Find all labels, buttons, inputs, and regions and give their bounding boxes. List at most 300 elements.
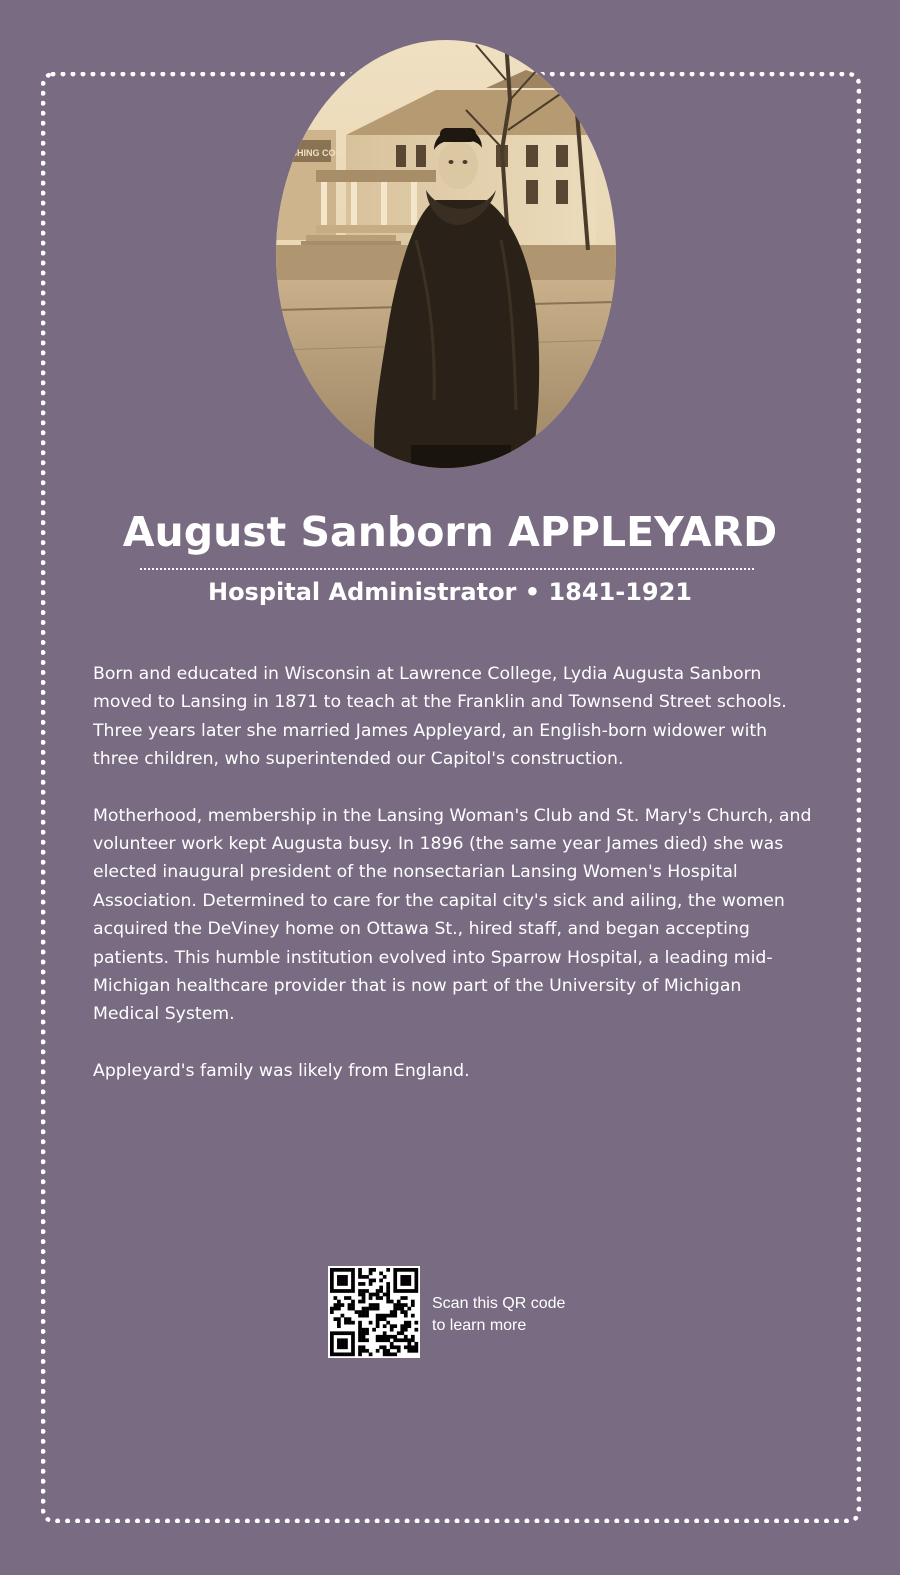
qr-module (365, 1349, 369, 1353)
qr-module (393, 1307, 397, 1311)
qr-module (386, 1314, 390, 1318)
qr-module (358, 1268, 362, 1272)
qr-module (337, 1268, 341, 1272)
qr-module (411, 1349, 415, 1353)
qr-module (397, 1268, 401, 1272)
qr-module (337, 1303, 341, 1307)
qr-module (337, 1300, 341, 1304)
qr-module (411, 1314, 415, 1318)
qr-module (351, 1349, 355, 1353)
qr-module (414, 1286, 418, 1290)
qr-module (341, 1282, 345, 1286)
qr-module (337, 1331, 341, 1335)
qr-module (344, 1296, 348, 1300)
qr-module (355, 1310, 359, 1314)
qr-module (337, 1338, 341, 1342)
qr-module (358, 1293, 362, 1297)
qr-module (390, 1328, 394, 1332)
qr-module (362, 1289, 366, 1293)
qr-module (344, 1289, 348, 1293)
qr-module (383, 1349, 387, 1353)
qr-module (337, 1324, 341, 1328)
qr-module (341, 1268, 345, 1272)
qr-module (411, 1268, 415, 1272)
qr-module (379, 1317, 383, 1321)
qr-module (369, 1321, 373, 1325)
qr-module (397, 1303, 401, 1307)
qr-module (348, 1331, 352, 1335)
qr-module (376, 1293, 380, 1297)
qr-module (358, 1352, 362, 1356)
qr-module (386, 1286, 390, 1290)
portrait-photo (276, 40, 616, 468)
qr-module (404, 1275, 408, 1279)
qr-module (411, 1300, 415, 1304)
qr-module (386, 1268, 390, 1272)
qr-module (379, 1286, 383, 1290)
qr-module (330, 1275, 334, 1279)
qr-module (376, 1303, 380, 1307)
qr-module (341, 1342, 345, 1346)
qr-module (407, 1345, 411, 1349)
qr-module (358, 1272, 362, 1276)
qr-module (344, 1342, 348, 1346)
qr-module (407, 1338, 411, 1342)
bio-paragraph-2: Motherhood, membership in the Lansing Woman's Club and St. Mary's Church, and volunteer work kept Augusta busy. In 1896 (the same year James died) she was elected inaugural president of the nonsectarian Lansing Women's Hospital Association. Determined to care for the capital city's sick and ailing, the women acquired the DeViney home on Ottawa St., hired staff, and began accepting patients. This humble institution evolved into Sparrow Hospital, a leading mid-Michigan healthcare provider that is now part of the University of Michigan Medical System. (93, 805, 812, 1025)
qr-module (337, 1317, 341, 1321)
qr-module (386, 1282, 390, 1286)
qr-module (337, 1352, 341, 1356)
qr-module (334, 1303, 338, 1307)
bio-paragraph-3: Appleyard's family was likely from England. (93, 1060, 470, 1081)
qr-module (383, 1345, 387, 1349)
qr-module (348, 1321, 352, 1325)
qr-module (414, 1272, 418, 1276)
qr-module (379, 1289, 383, 1293)
qr-module (344, 1345, 348, 1349)
qr-module (348, 1303, 352, 1307)
qr-module (351, 1331, 355, 1335)
qr-module (400, 1331, 404, 1335)
qr-module (390, 1352, 394, 1356)
qr-module (407, 1279, 411, 1283)
title-divider (140, 568, 754, 570)
qr-module (393, 1286, 397, 1290)
qr-module (393, 1324, 397, 1328)
qr-module (341, 1279, 345, 1283)
qr-module (407, 1282, 411, 1286)
qr-module (334, 1307, 338, 1311)
qr-module (414, 1345, 418, 1349)
qr-module (393, 1352, 397, 1356)
qr-module (369, 1303, 373, 1307)
qr-module (351, 1275, 355, 1279)
qr-module (358, 1331, 362, 1335)
qr-module (379, 1296, 383, 1300)
qr-module (348, 1317, 352, 1321)
qr-module (383, 1317, 387, 1321)
qr-module (404, 1324, 408, 1328)
qr-module (341, 1352, 345, 1356)
qr-module (407, 1307, 411, 1311)
qr-module (393, 1335, 397, 1339)
qr-module (362, 1300, 366, 1304)
qr-module (351, 1338, 355, 1342)
qr-module (337, 1275, 341, 1279)
qr-module (400, 1310, 404, 1314)
qr-module (358, 1324, 362, 1328)
qr-module (414, 1279, 418, 1283)
qr-module (362, 1275, 366, 1279)
qr-module (411, 1303, 415, 1307)
bio-paragraph-1: Born and educated in Wisconsin at Lawrence College, Lydia Augusta Sanborn moved to Lansing in 1871 to teach at the Franklin and Townsend Street schools. Three years later she married James Appleyard, an English-born widower with three children, who superintended our Capitol's construction. (93, 664, 787, 770)
qr-module (337, 1321, 341, 1325)
qr-module (376, 1338, 380, 1342)
qr-module (407, 1268, 411, 1272)
qr-module (379, 1338, 383, 1342)
qr-module (393, 1303, 397, 1307)
qr-module (404, 1296, 408, 1300)
qr-module (390, 1345, 394, 1349)
qr-module (397, 1331, 401, 1335)
qr-module (386, 1335, 390, 1339)
qr-module (358, 1314, 362, 1318)
portrait-frame (273, 37, 619, 471)
qr-module (365, 1331, 369, 1335)
qr-module (404, 1268, 408, 1272)
qr-module (330, 1310, 334, 1314)
qr-module (414, 1321, 418, 1325)
qr-module (330, 1307, 334, 1311)
qr-module (341, 1338, 345, 1342)
qr-module (369, 1307, 373, 1311)
qr-module (386, 1338, 390, 1342)
qr-module (358, 1282, 362, 1286)
qr-module (337, 1345, 341, 1349)
qr-module (365, 1314, 369, 1318)
qr-module (365, 1338, 369, 1342)
qr-module (334, 1296, 338, 1300)
qr-module (376, 1314, 380, 1318)
qr-module (386, 1296, 390, 1300)
qr-module (344, 1331, 348, 1335)
qr-module (390, 1342, 394, 1346)
qr-module (341, 1275, 345, 1279)
qr-module (358, 1321, 362, 1325)
qr-module (379, 1314, 383, 1318)
qr-module (383, 1314, 387, 1318)
qr-module (351, 1279, 355, 1283)
qr-module (390, 1310, 394, 1314)
qr-module (397, 1345, 401, 1349)
qr-module (411, 1335, 415, 1339)
qr-module (397, 1307, 401, 1311)
qr-module (376, 1349, 380, 1353)
qr-module (393, 1314, 397, 1318)
qr-module (407, 1321, 411, 1325)
qr-module (379, 1335, 383, 1339)
qr-module (341, 1331, 345, 1335)
person-name-title: August Sanborn APPLEYARD (122, 508, 778, 556)
qr-module (414, 1342, 418, 1346)
qr-module (372, 1307, 376, 1311)
qr-module (400, 1296, 404, 1300)
qr-module (379, 1345, 383, 1349)
qr-module (383, 1335, 387, 1339)
qr-module (330, 1272, 334, 1276)
qr-module (344, 1279, 348, 1283)
qr-module (341, 1345, 345, 1349)
qr-module (386, 1349, 390, 1353)
qr-code[interactable] (328, 1266, 420, 1358)
qr-module (362, 1349, 366, 1353)
qr-module (351, 1282, 355, 1286)
qr-module (344, 1317, 348, 1321)
qr-module (400, 1303, 404, 1307)
qr-module (334, 1289, 338, 1293)
qr-module (358, 1275, 362, 1279)
qr-module (407, 1349, 411, 1353)
qr-module (414, 1268, 418, 1272)
qr-module (376, 1324, 380, 1328)
qr-module (393, 1282, 397, 1286)
biography (93, 660, 813, 1113)
qr-module (369, 1282, 373, 1286)
qr-module (404, 1314, 408, 1318)
qr-module (351, 1303, 355, 1307)
qr-module (351, 1345, 355, 1349)
qr-module (351, 1289, 355, 1293)
qr-module (330, 1352, 334, 1356)
qr-module (334, 1331, 338, 1335)
qr-module (397, 1289, 401, 1293)
qr-module (358, 1335, 362, 1339)
qr-module (407, 1289, 411, 1293)
qr-module (400, 1279, 404, 1283)
photo-sign-text: LISHING CO (283, 148, 336, 158)
qr-module (358, 1349, 362, 1353)
qr-module (383, 1324, 387, 1328)
qr-module (344, 1282, 348, 1286)
qr-module (400, 1268, 404, 1272)
qr-module (393, 1345, 397, 1349)
qr-module (358, 1328, 362, 1332)
qr-module (365, 1307, 369, 1311)
qr-module (337, 1342, 341, 1346)
qr-module (383, 1338, 387, 1342)
qr-module (337, 1289, 341, 1293)
qr-module (393, 1279, 397, 1283)
qr-module (369, 1268, 373, 1272)
qr-module (383, 1275, 387, 1279)
qr-module (362, 1335, 366, 1339)
qr-module (386, 1289, 390, 1293)
qr-module (341, 1289, 345, 1293)
qr-module (400, 1289, 404, 1293)
qr-module (330, 1345, 334, 1349)
qr-module (386, 1321, 390, 1325)
qr-module (404, 1289, 408, 1293)
qr-caption-line-1: Scan this QR code (432, 1295, 566, 1312)
qr-module (330, 1279, 334, 1283)
qr-module (376, 1321, 380, 1325)
qr-module (404, 1282, 408, 1286)
qr-module (393, 1272, 397, 1276)
qr-module (407, 1324, 411, 1328)
qr-module (351, 1342, 355, 1346)
qr-module (369, 1352, 373, 1356)
qr-module (400, 1338, 404, 1342)
qr-module (390, 1324, 394, 1328)
qr-module (365, 1275, 369, 1279)
qr-module (344, 1275, 348, 1279)
qr-module (351, 1307, 355, 1311)
qr-caption-line-2: to learn more (432, 1317, 527, 1334)
qr-module (365, 1328, 369, 1332)
qr-module (393, 1338, 397, 1342)
qr-module (386, 1352, 390, 1356)
qr-module (407, 1342, 411, 1346)
qr-module (372, 1303, 376, 1307)
qr-module (404, 1338, 408, 1342)
qr-module (390, 1300, 394, 1304)
qr-module (348, 1352, 352, 1356)
qr-module (348, 1268, 352, 1272)
qr-module (400, 1282, 404, 1286)
qr-module (397, 1338, 401, 1342)
qr-module (386, 1293, 390, 1297)
qr-module (404, 1335, 408, 1339)
qr-module (376, 1289, 380, 1293)
qr-module (411, 1338, 415, 1342)
qr-module (348, 1296, 352, 1300)
qr-module (330, 1268, 334, 1272)
qr-module (358, 1338, 362, 1342)
qr-module (372, 1268, 376, 1272)
qr-module (337, 1282, 341, 1286)
qr-module (404, 1328, 408, 1332)
qr-module (393, 1310, 397, 1314)
qr-module (362, 1296, 366, 1300)
qr-module (330, 1331, 334, 1335)
qr-module (414, 1289, 418, 1293)
qr-module (344, 1268, 348, 1272)
qr-module (351, 1352, 355, 1356)
qr-module (372, 1293, 376, 1297)
qr-module (376, 1317, 380, 1321)
qr-module (330, 1282, 334, 1286)
qr-module (362, 1310, 366, 1314)
qr-module (362, 1338, 366, 1342)
qr-module (344, 1321, 348, 1325)
qr-module (372, 1328, 376, 1332)
qr-module (383, 1352, 387, 1356)
qr-module (397, 1300, 401, 1304)
qr-module (376, 1296, 380, 1300)
qr-module (376, 1335, 380, 1339)
qr-module (414, 1275, 418, 1279)
qr-module (334, 1352, 338, 1356)
qr-module (411, 1345, 415, 1349)
qr-caption (432, 1293, 565, 1337)
qr-module (362, 1328, 366, 1332)
qr-module (400, 1324, 404, 1328)
qr-module (393, 1275, 397, 1279)
qr-module (362, 1331, 366, 1335)
qr-module (344, 1352, 348, 1356)
qr-module (351, 1335, 355, 1339)
qr-module (400, 1275, 404, 1279)
qr-module (344, 1338, 348, 1342)
qr-module (362, 1282, 366, 1286)
qr-module (390, 1335, 394, 1339)
qr-module (400, 1328, 404, 1332)
qr-module (330, 1349, 334, 1353)
qr-module (362, 1345, 366, 1349)
qr-module (404, 1279, 408, 1283)
qr-module (348, 1307, 352, 1311)
qr-module (341, 1314, 345, 1318)
qr-module (383, 1331, 387, 1335)
qr-module (358, 1289, 362, 1293)
qr-module (404, 1345, 408, 1349)
qr-module (386, 1300, 390, 1304)
qr-module (393, 1289, 397, 1293)
qr-module (369, 1296, 373, 1300)
qr-module (400, 1307, 404, 1311)
qr-module (362, 1307, 366, 1311)
qr-module (358, 1310, 362, 1314)
qr-module (393, 1268, 397, 1272)
qr-module (351, 1321, 355, 1325)
qr-module (365, 1289, 369, 1293)
qr-module (372, 1279, 376, 1283)
qr-module (404, 1310, 408, 1314)
qr-module (330, 1335, 334, 1339)
qr-module (351, 1286, 355, 1290)
person-subtitle: Hospital Administrator • 1841-1921 (207, 578, 692, 606)
qr-module (411, 1289, 415, 1293)
qr-module (414, 1349, 418, 1353)
qr-module (330, 1289, 334, 1293)
qr-module (351, 1268, 355, 1272)
qr-module (362, 1293, 366, 1297)
qr-module (365, 1310, 369, 1314)
qr-module (334, 1268, 338, 1272)
qr-module (362, 1314, 366, 1318)
qr-module (358, 1345, 362, 1349)
qr-module (351, 1272, 355, 1276)
qr-module (376, 1307, 380, 1311)
qr-module (407, 1275, 411, 1279)
qr-module (330, 1338, 334, 1342)
qr-module (390, 1314, 394, 1318)
qr-module (383, 1293, 387, 1297)
qr-module (379, 1272, 383, 1276)
qr-module (404, 1321, 408, 1325)
qr-module (348, 1289, 352, 1293)
qr-module (337, 1279, 341, 1283)
qr-module (379, 1279, 383, 1283)
qr-module (334, 1317, 338, 1321)
qr-module (404, 1303, 408, 1307)
qr-module (330, 1286, 334, 1290)
qr-module (330, 1342, 334, 1346)
qr-module (369, 1279, 373, 1283)
qr-module (337, 1307, 341, 1311)
qr-module (341, 1303, 345, 1307)
qr-module (414, 1328, 418, 1332)
